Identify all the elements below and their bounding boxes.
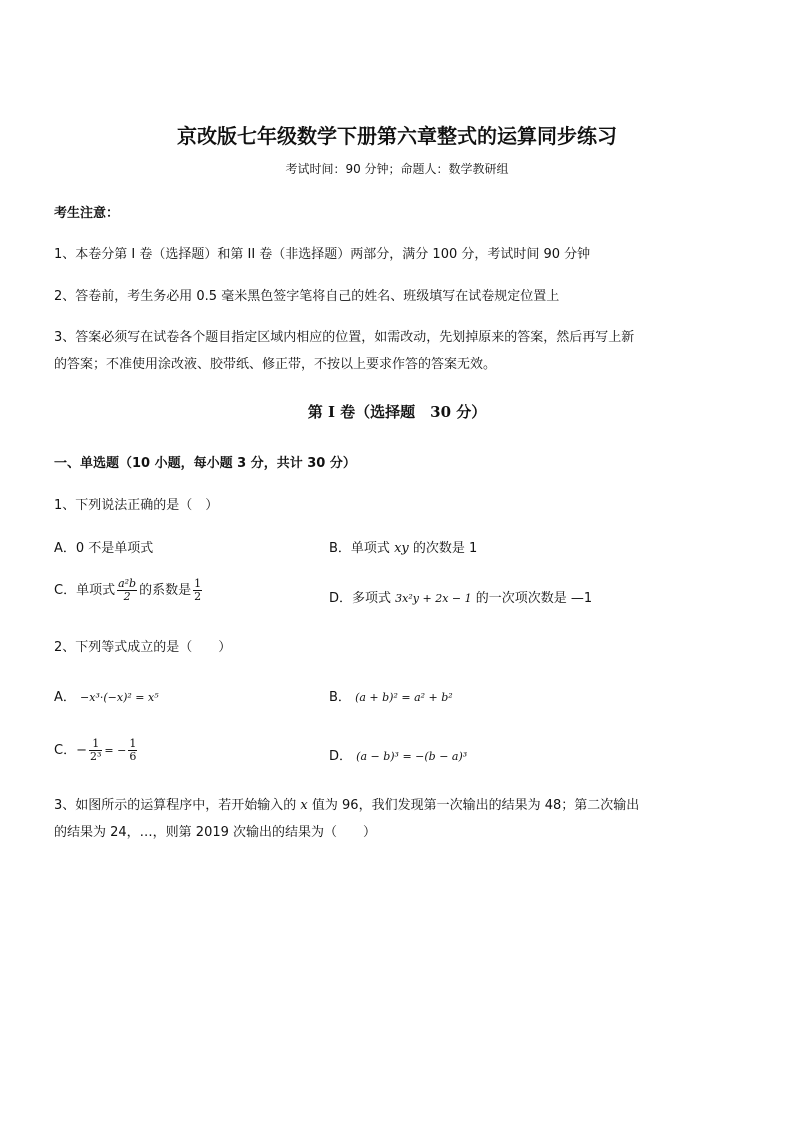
q2-option-c [54,738,139,763]
q2-stem: 2、下列等式成立的是（ ） [54,640,232,655]
page-title: 京改版七年级数学下册第六章整式的运算同步练习 [177,124,617,148]
exam-subtitle: 考试时间：90 分钟；命题人：数学教研组 [285,162,509,176]
part-heading: 一、单选题（10 小题，每小题 3 分，共计 30 分） [54,456,356,471]
q2-d-expression: (a − b)³ = −(b − a)³ [356,750,468,763]
q1-c-value-num: 1 [194,577,202,590]
q1-option-c [54,578,204,603]
section-title: 第 I 卷（选择题 30 分） [307,403,487,421]
q1-c-value-fraction [193,578,202,603]
q1-c-fraction [117,578,137,603]
notice-item-2: 2、答卷前，考生务必用 0.5 毫米黑色签字笔将自己的姓名、班级填写在试卷规定位置上 [54,289,560,304]
notice-item-3: 3、答案必须写在试卷各个题目指定区域内相应的位置，如需改动，先划掉原来的答案，然后再写上新 [54,330,635,345]
q2-c-equals: = − [104,744,127,757]
q3-variable: x [300,798,308,813]
q1-stem: 1、下列说法正确的是（ ） [54,498,219,513]
q3-line-1 [54,794,639,813]
q2-c-right-fraction [128,738,137,763]
q2-c-label: C． [54,743,77,758]
q1-c-middle: 的系数是 [139,583,192,598]
q1-c-prefix: C．单项式 [54,583,116,598]
q1-d-suffix: 的一次项次数是 —1 [475,591,593,606]
q2-b-expression: (a + b)² = a² + b² [355,691,453,704]
q3-line1-prefix: 3、如图所示的运算程序中，若开始输入的 [54,798,297,813]
q1-option-b [329,537,477,556]
q2-d-label: D． [329,749,353,764]
q2-c-left-den: 2³ [89,750,102,763]
notice-item-1: 1、本卷分第 I 卷（选择题）和第 II 卷（非选择题）两部分，满分 100 分，考试时间 90 分钟 [54,247,591,262]
q3-line-2: 的结果为 24，…，则第 2019 次输出的结果为（ ） [54,825,377,840]
q2-b-label: B． [329,690,351,705]
q1-b-variable: xy [394,541,409,556]
q2-a-expression: −x³·(−x)² = x⁵ [80,691,159,704]
q2-c-right-den: 6 [129,750,137,763]
q1-option-d [329,587,592,606]
q2-c-left-fraction [89,738,102,763]
q1-c-numerator: a²b [118,577,137,590]
q1-c-value-den: 2 [194,590,202,603]
q1-b-suffix: 的次数是 1 [412,541,478,556]
q1-b-prefix: B．单项式 [329,541,390,556]
q1-d-prefix: D．多项式 [329,591,392,606]
q2-option-b [329,686,453,705]
q2-option-a [54,686,159,705]
q2-c-right-num: 1 [129,737,137,750]
q2-option-d [329,745,467,764]
q2-a-label: A． [54,690,76,705]
q1-option-a: A．0 不是单项式 [54,541,154,556]
q1-d-expression: 3x²y + 2x − 1 [395,592,472,605]
q3-line1-suffix: 值为 96，我们发现第一次输出的结果为 48；第二次输出 [311,798,640,813]
q2-c-sign: − [76,743,87,758]
q2-c-left-num: 1 [92,737,100,750]
notice-item-3-cont: 的答案；不准使用涂改液、胶带纸、修正带，不按以上要求作答的答案无效。 [54,357,497,372]
q1-c-denominator: 2 [117,590,137,603]
notice-heading: 考生注意： [54,206,120,221]
